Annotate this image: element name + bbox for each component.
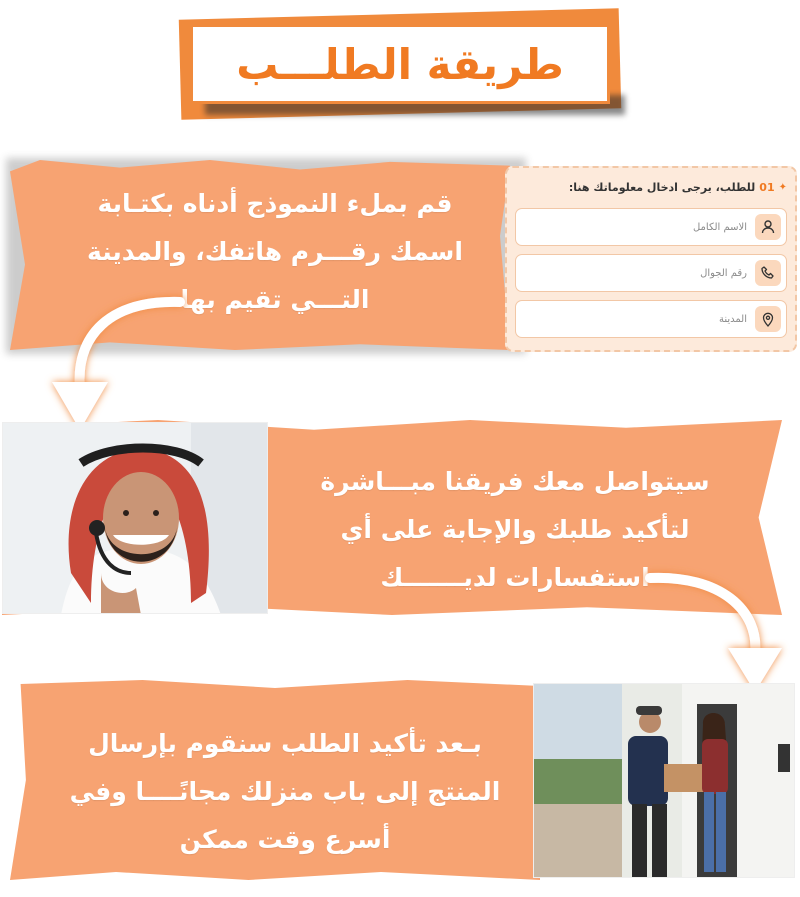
form-heading: للطلب، يرجى ادخال معلوماتك هنا: [568, 180, 756, 194]
support-agent-photo [2, 422, 268, 614]
order-form [505, 166, 797, 352]
step2-line: لتأكيد طلبك والإجابة على أي [340, 515, 690, 544]
phone-field[interactable] [515, 254, 787, 292]
full-name-field[interactable] [515, 208, 787, 246]
page-title: طريقة الطلـــب [236, 39, 564, 89]
sparkle-icon: ✦ [778, 181, 787, 193]
delivery-photo [533, 683, 795, 878]
phone-icon [755, 260, 781, 286]
user-icon [755, 214, 781, 240]
step3-text [40, 720, 530, 864]
city-field[interactable] [515, 300, 787, 338]
step2-text [280, 458, 750, 602]
step2-line: سيتواصل معك فريقنا مبـــاشرة [320, 467, 710, 496]
step1-text [40, 180, 510, 324]
step3-line: المنتج إلى باب منزلك مجانًــــا وفي [69, 777, 501, 806]
full-name-placeholder: الاسم الكامل [692, 221, 747, 233]
city-placeholder: المدينة [718, 313, 747, 325]
step1-line: التـــي تقيم بها [180, 285, 370, 314]
step3-line: بـعد تأكيد الطلب سنقوم بإرسال [88, 729, 482, 758]
location-pin-icon [755, 306, 781, 332]
step1-line: قم بملء النموذج أدناه بكتـابة [97, 189, 453, 218]
title-box [190, 24, 610, 104]
form-step-number: 01 [759, 180, 775, 194]
phone-placeholder: رقم الجوال [700, 267, 747, 279]
step2-line: استفسارات لديـــــــك [380, 563, 650, 592]
step1-line: اسمك رقـــرم هاتفك، والمدينة [87, 237, 463, 266]
form-header [515, 174, 787, 200]
step3-line: أسرع وقت ممكن [179, 825, 391, 854]
